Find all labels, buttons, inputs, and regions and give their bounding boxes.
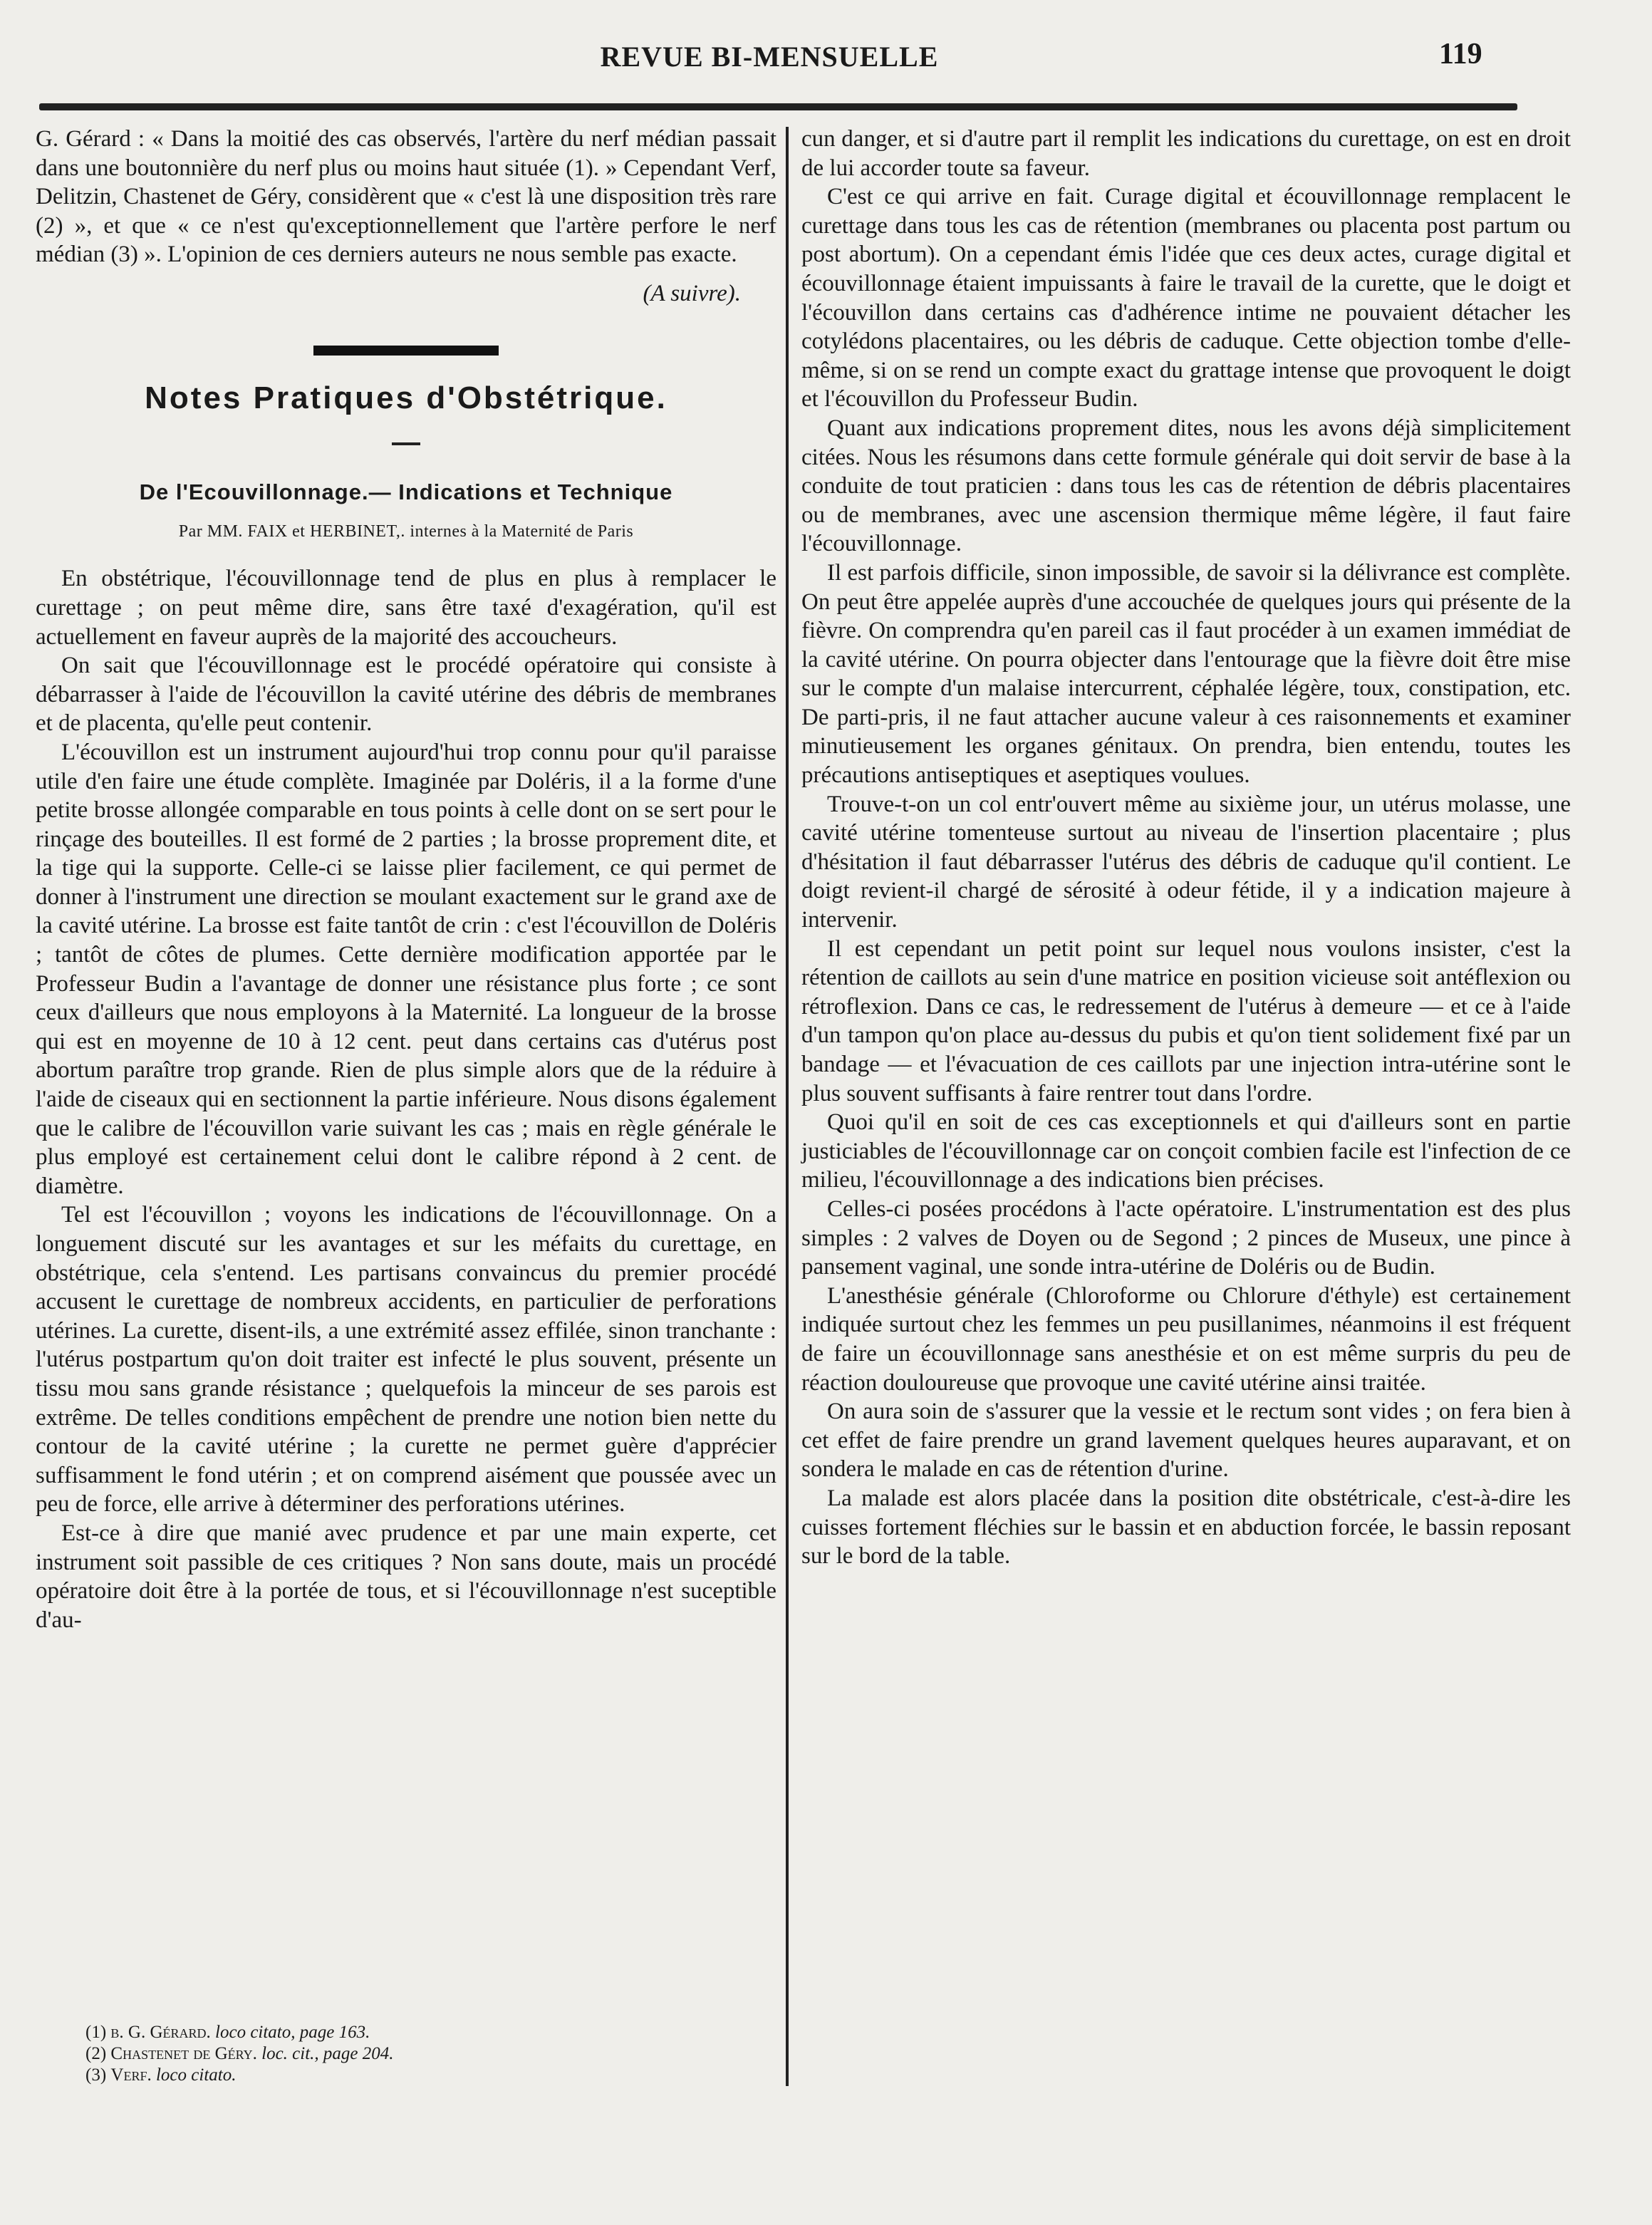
section-divider: [313, 346, 499, 356]
body-paragraph: Quoi qu'il en soit de ces cas exceptionnels et qui d'ailleurs sont en partie justiciables de l'écouvillonnage car on conçoit combien facile est l'infection de ce milieu, l'écouvillonnage a des indications bien précises.: [801, 1109, 1571, 1193]
body-paragraph: On aura soin de s'assurer que la vessie et le rectum sont vides ; on fera bien à cet effet de faire prendre un grand lavement quelques heures auparavant, et on sondera le malade en cas de rétention d'urine.: [801, 1399, 1571, 1483]
body-paragraph: Il est parfois difficile, sinon impossible, de savoir si la délivrance est complète. On peut être appelée auprès d'une accouchée de quelques jours qui présente de la fièvre. On comprendra qu'en pareil cas il faut procéder à un examen immédiat de la cavité utérine. On pourra objecter dans l'entourage que la fièvre doit être mise sur le compte d'un malaise intercurrent, céphalée légère, toux, constipation, etc. De parti-pris, il ne faut attacher aucune valeur à ces raisonnements et examiner minutieusement les organes génitaux. On prendra, bien entendu, toutes les précautions antiseptiques et aseptiques voulues.: [801, 559, 1571, 789]
header-rule: [39, 103, 1517, 110]
body-paragraph: Il est cependant un petit point sur lequel nous voulons insister, c'est la rétention de caillots au sein d'une matrice en position vicieuse soit antéflexion ou rétroflexion. Dans ce cas, le redressement de l'utérus à demeure — et ce à l'aide d'un tampon qu'on place au-dessus du pubis et qu'on tient solidement fixé par un bandage — et l'évacuation de ces caillots par une injection intra-utérine sont le plus souvent suffisants à faire rentrer tout dans l'ordre.: [801, 935, 1571, 1106]
footnote-marker: (3): [85, 2065, 107, 2085]
running-head: [0, 40, 1652, 83]
byline: Par MM. FAIX et HERBINET,. internes à la Maternité de Paris: [178, 522, 634, 541]
footnote: [85, 2043, 727, 2065]
article-title: De l'Ecouvillonnage.— Indications et Technique: [139, 479, 673, 505]
left-column: [36, 125, 776, 1634]
page-number: 119: [1439, 38, 1482, 71]
footnote-reference: loc. cit., page 204.: [261, 2044, 394, 2063]
footnote-reference: loco citato.: [155, 2065, 237, 2085]
footnotes: [85, 2022, 727, 2086]
section-title: Notes Pratiques d'Obstétrique.: [145, 380, 667, 415]
body-paragraph: En obstétrique, l'écouvillonnage tend de plus en plus à remplacer le curettage ; on peut même dire, sans être taxé d'exagération, qu'il est actuellement en faveur auprès de la majorité des accoucheurs.: [36, 566, 776, 650]
footnote-author: b. G. Gérard.: [110, 2023, 211, 2042]
body-paragraph: On sait que l'écouvillonnage est le procédé opératoire qui consiste à débarrasser à l'aide de l'écouvillon la cavité utérine des débris de membranes et de placenta, qu'elle peut contenir.: [36, 653, 776, 737]
footnote: [85, 2022, 727, 2043]
short-divider: [392, 442, 420, 445]
running-title: REVUE BI-MENSUELLE: [600, 41, 939, 73]
footnote: [85, 2065, 727, 2086]
body-paragraph: Est-ce à dire que manié avec prudence et par une main experte, cet instrument soit passible de ces critiques ? Non sans doute, mais un procédé opératoire doit être à la portée de tous, et si l'écouvillonnage n'est suceptible d'au-: [36, 1520, 776, 1633]
footnote-author: Chastenet de Géry.: [110, 2044, 257, 2063]
body-paragraph: Trouve-t-on un col entr'ouvert même au sixième jour, un utérus molasse, une cavité utérine tomenteuse surtout au niveau de l'insertion placentaire ; plus d'hésitation il faut débarrasser l'utérus des débris de caduque qu'il contient. Le doigt revient-il chargé de sérosité à odeur fétide, il y a indication majeure à intervenir.: [801, 791, 1571, 933]
footnote-reference: loco citato, page 163.: [215, 2023, 370, 2042]
continuation-paragraph: G. Gérard : « Dans la moitié des cas observés, l'artère du nerf médian passait dans une boutonnière du nerf plus ou moins haut située (1). » Cependant Verf, Delitzin, Chastenet de Géry, considèrent que « c'est là une disposition très rare (2) », et que « ce n'est qu'exceptionnellement que l'artère perfore le nerf médian (3) ». L'opinion de ces derniers auteurs ne nous semble pas exacte.: [36, 126, 776, 268]
body-paragraph: Celles-ci posées procédons à l'acte opératoire. L'instrumentation est des plus simples : 2 valves de Doyen ou de Segond ; 2 pinces de Museux, une pince à pansement vaginal, une sonde intra-utérine de Doléris ou de Budin.: [801, 1196, 1571, 1280]
body-paragraph: cun danger, et si d'autre part il remplit les indications du curettage, on est en droit de lui accorder toute sa faveur.: [801, 126, 1571, 181]
body-paragraph: C'est ce qui arrive en fait. Curage digital et écouvillonnage remplacent le curettage dans tous les cas de rétention (membranes ou placenta post partum ou post abortum). On a cependant émis l'idée que ces deux actes, curage digital et écouvillonnage étaient impuissants à faire le travail de la curette, que le doigt et l'écouvillon dans certains cas d'adhérence intime ne pouvaient détacher les cotylédons placentaires, ou les débris de caduque. Cette objection tombe d'elle-même, si on se rend un compte exact du grattage intense que provoquent le doigt et l'écouvillon du Professeur Budin.: [801, 184, 1571, 413]
body-paragraph: L'anesthésie générale (Chloroforme ou Chlorure d'éthyle) est certainement indiquée surtout chez les femmes un peu pusillanimes, néanmoins il est fréquent de faire un écouvillonnage sans anesthésie et on est même surpris du peu de réaction douloureuse que provoque une cavité utérine ainsi traitée.: [801, 1282, 1571, 1396]
body-paragraph: La malade est alors placée dans la position dite obstétricale, c'est-à-dire les cuisses fortement fléchies sur le bassin et en abduction forcée, le bassin reposant sur le bord de la table.: [801, 1485, 1571, 1570]
footnote-author: Verf.: [110, 2065, 152, 2085]
footnote-marker: (1): [85, 2023, 107, 2042]
body-paragraph: Quant aux indications proprement dites, nous les avons déjà simplicitement citées. Nous les résumons dans cette formule générale qui doit servir de base à la conduite de tout praticien : dans tous les cas de rétention de débris placentaires ou de membranes, avec une ascension thermique même légère, il faut faire l'écouvillonnage.: [801, 415, 1571, 557]
footnote-marker: (2): [85, 2044, 107, 2063]
body-paragraph: Tel est l'écouvillon ; voyons les indications de l'écouvillonnage. On a longuement discuté sur les avantages et sur les méfaits du curettage, en obstétrique, cela s'entend. Les partisans convaincus du premier procédé accusent le curettage de nombreux accidents, en particulier de perforations utérines. La curette, disent-ils, a une extrémité assez effilée, sinon tranchante : l'utérus postpartum qu'on doit traiter est infecté le plus souvent, présente un tissu mou sans grande résistance ; quelquefois la minceur de ses parois est extrême. De telles conditions empêchent de prendre une notion bien nette du contour de la cavité utérine ; la curette ne permet guère d'apprécier suffisamment le fond utérin ; et on comprend aisément que poussée avec un peu de force, elle arrive à déterminer des perforations utérines.: [36, 1202, 776, 1518]
column-rule: [786, 127, 789, 2086]
right-column: [801, 125, 1571, 1571]
a-suivre: (A suivre).: [643, 280, 741, 306]
body-paragraph: L'écouvillon est un instrument aujourd'hui trop connu pour qu'il paraisse utile d'en faire une étude complète. Imaginée par Doléris, il a la forme d'une petite brosse allongée comparable en tous points à celle dont on se sert pour le rinçage des bouteilles. Il est formé de 2 parties ; la brosse proprement dite, et la tige qui la supporte. Celle-ci se laisse plier facilement, ce qui permet de donner à l'instrument une direction se moulant exactement sur le grand axe de la cavité utérine. La brosse est faite tantôt de crin : c'est l'écouvillon de Doléris ; tantôt de côtes de plumes. Cette dernière modification apportée par le Professeur Budin a l'avantage de donner une résistance plus forte ; ce sont ceux d'ailleurs que nous employons à la Maternité. La longueur de la brosse qui est en moyenne de 10 à 12 cent. peut dans certains cas d'utérus post abortum paraître trop grande. Rien de plus simple alors que de la réduire à l'aide de ciseaux qui en sectionnent la partie inférieure. Nous disons également que le calibre de l'écouvillon varie suivant les cas ; mais en règle générale le plus employé est certainement celui dont le calibre répond à 2 cent. de diamètre.: [36, 739, 776, 1199]
